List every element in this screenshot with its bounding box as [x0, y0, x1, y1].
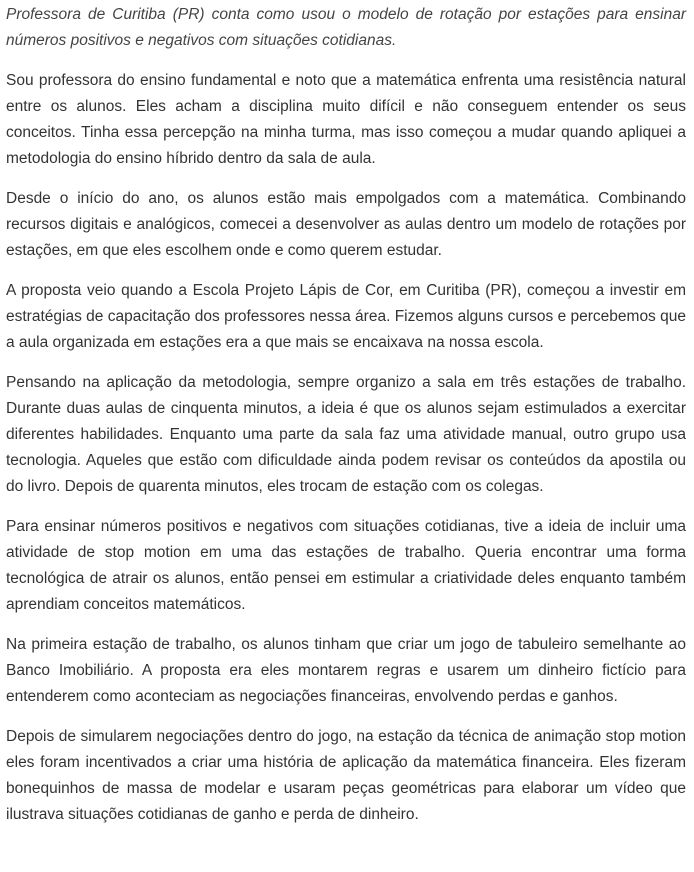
- article-paragraph-1: Sou professora do ensino fundamental e noto que a matemática enfrenta uma resistência natural entre os alunos. Eles acham a disciplina muito difícil e não conseguem entender os seus conceitos. Tinha essa percepção na minha turma, mas isso começou a mudar quando apliquei a metodologia do ensino híbrido dentro da sala de aula.: [6, 72, 686, 167]
- article-paragraph-2: Desde o início do ano, os alunos estão mais empolgados com a matemática. Combinando recursos digitais e analógicos, comecei a desenvolver as aulas dentro um modelo de rotações por estações, em que eles escolhem onde e como querem estudar.: [6, 190, 686, 259]
- article-paragraph-7: Depois de simularem negociações dentro do jogo, na estação da técnica de animação stop motion eles foram incentivados a criar uma história de aplicação da matemática financeira. Eles fizeram bonequinhos de massa de modelar e usaram peças geométricas para elaborar um vídeo que ilustrava situações cotidianas de ganho e perda de dinheiro.: [6, 728, 686, 823]
- article-paragraph-5: Para ensinar números positivos e negativos com situações cotidianas, tive a ideia de incluir uma atividade de stop motion em uma das estações de trabalho. Queria encontrar uma forma tecnológica de atrair os alunos, então pensei em estimular a criatividade deles enquanto também aprendiam conceitos matemáticos.: [6, 518, 686, 613]
- article-paragraph-4: Pensando na aplicação da metodologia, sempre organizo a sala em três estações de trabalho. Durante duas aulas de cinquenta minutos, a ideia é que os alunos sejam estimulados a exercitar diferentes habilidades. Enquanto uma parte da sala faz uma atividade manual, outro grupo usa tecnologia. Aqueles que estão com dificuldade ainda podem revisar os conteúdos da apostila ou do livro. Depois de quarenta minutos, eles trocam de estação com os colegas.: [6, 374, 686, 495]
- article-lead: Professora de Curitiba (PR) conta como usou o modelo de rotação por estações para ensinar números positivos e negativos com situações cotidianas.: [6, 6, 686, 49]
- article-paragraph-3: A proposta veio quando a Escola Projeto Lápis de Cor, em Curitiba (PR), começou a investir em estratégias de capacitação dos professores nessa área. Fizemos alguns cursos e percebemos que a aula organizada em estações era a que mais se encaixava na nossa escola.: [6, 282, 686, 351]
- article-paragraph-6: Na primeira estação de trabalho, os alunos tinham que criar um jogo de tabuleiro semelhante ao Banco Imobiliário. A proposta era eles montarem regras e usarem um dinheiro fictício para entenderem como aconteciam as negociações financeiras, envolvendo perdas e ganhos.: [6, 636, 686, 705]
